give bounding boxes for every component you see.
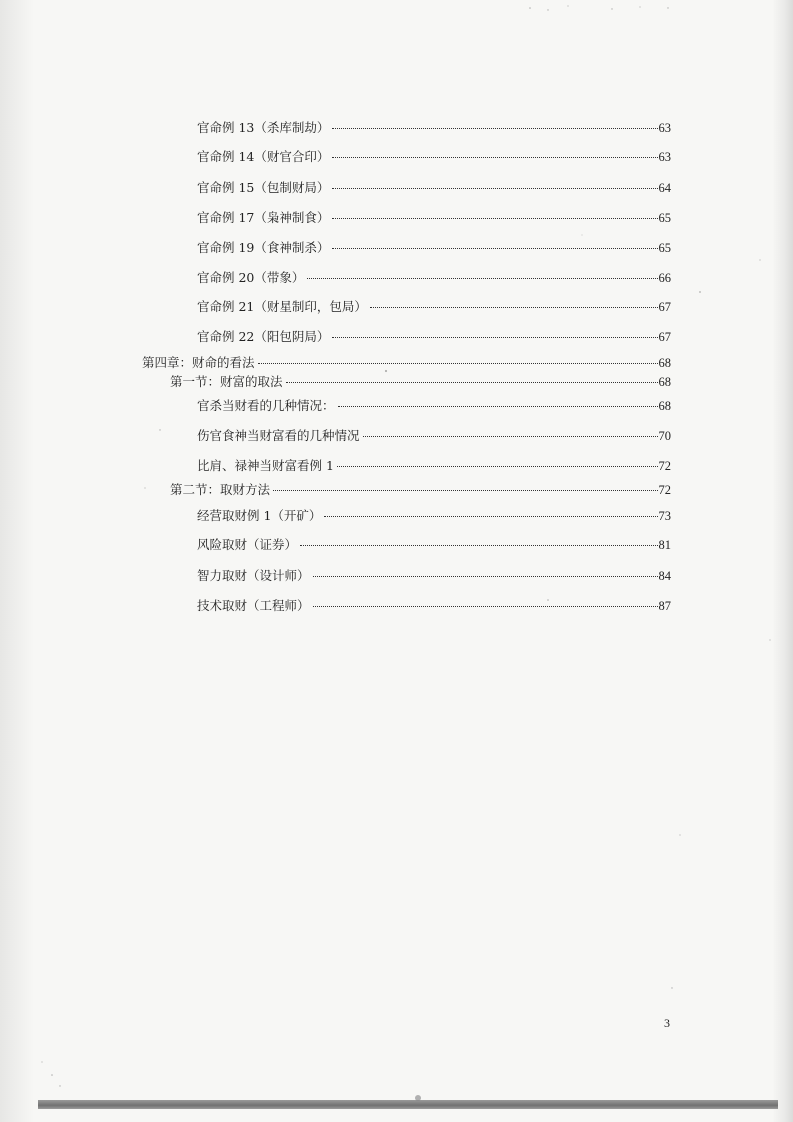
- toc-entry-page: 72: [658, 459, 671, 473]
- toc-entry-page: 63: [658, 121, 671, 135]
- toc-entry-page: 68: [658, 356, 671, 370]
- toc-section[interactable]: [170, 482, 671, 498]
- toc-entry-label: 官杀当财看的几种情况：: [197, 398, 335, 413]
- toc-entry-page: 73: [658, 509, 671, 523]
- toc-section-label: 第二节：取财方法: [170, 482, 271, 497]
- toc-entry[interactable]: [197, 537, 671, 553]
- toc-entry-label: 智力取财（设计师）: [197, 568, 310, 583]
- toc-entry-page: 70: [658, 429, 671, 443]
- toc-entry-label: 官命例 20（带象）: [197, 270, 305, 285]
- toc-entry-page: 67: [658, 300, 671, 314]
- toc-section-label: 第一节：财富的取法: [170, 374, 283, 389]
- toc-entry-page: 68: [658, 375, 671, 389]
- toc-entry[interactable]: [197, 299, 671, 315]
- dot-leader: [332, 218, 657, 219]
- toc-entry-page: 81: [658, 538, 671, 552]
- toc-entry-label: 官命例 15（包制财局）: [197, 180, 330, 195]
- toc-entry-page: 65: [658, 211, 671, 225]
- toc-entry[interactable]: [197, 329, 671, 345]
- toc-entry[interactable]: [197, 568, 671, 584]
- toc-entry-label: 官命例 13（杀库制劫）: [197, 120, 330, 135]
- toc-entry-page: 66: [658, 271, 671, 285]
- toc-entry-label: 伤官食神当财富看的几种情况: [197, 428, 360, 443]
- toc-entry[interactable]: [197, 240, 671, 256]
- dot-leader: [370, 307, 658, 308]
- toc-entry[interactable]: [197, 428, 671, 444]
- dot-leader: [337, 466, 658, 467]
- dot-leader: [273, 490, 657, 491]
- toc-entry[interactable]: [197, 508, 671, 524]
- toc-entry[interactable]: [197, 270, 671, 286]
- toc-entry-page: 63: [658, 150, 671, 164]
- dot-leader: [300, 545, 657, 546]
- dot-leader: [332, 248, 657, 249]
- toc-entry[interactable]: [197, 210, 671, 226]
- toc-entry-page: 84: [658, 569, 671, 583]
- dot-leader: [307, 278, 657, 279]
- toc-entry[interactable]: [197, 180, 671, 196]
- scan-bottom-edge: [38, 1100, 778, 1109]
- dot-leader: [332, 128, 657, 129]
- toc-entry-page: 65: [658, 241, 671, 255]
- toc-entry-page: 64: [658, 181, 671, 195]
- dot-leader: [286, 382, 658, 383]
- dot-leader: [338, 406, 658, 407]
- dot-leader: [258, 363, 658, 364]
- toc-entry-label: 经营取财例 1（开矿）: [197, 508, 322, 523]
- toc-entry-label: 风险取财（证券）: [197, 537, 298, 552]
- toc-entry-label: 技术取财（工程师）: [197, 598, 310, 613]
- toc-entry[interactable]: [197, 458, 671, 474]
- toc-entry[interactable]: [197, 398, 671, 414]
- toc-entry-page: 68: [658, 399, 671, 413]
- toc-entry-label: 官命例 14（财官合印）: [197, 149, 330, 164]
- dot-leader: [324, 516, 657, 517]
- toc-entry[interactable]: [197, 120, 671, 136]
- toc-entry-page: 72: [658, 483, 671, 497]
- dot-leader: [313, 606, 658, 607]
- dot-leader: [363, 436, 658, 437]
- dot-leader: [313, 576, 658, 577]
- toc-chapter[interactable]: [142, 355, 671, 371]
- toc-chapter-label: 第四章：财命的看法: [142, 355, 255, 370]
- toc-entry-label: 官命例 22（阳包阴局）: [197, 329, 330, 344]
- toc-entry-label: 比肩、禄神当财富看例 1: [197, 458, 334, 473]
- toc-entry[interactable]: [197, 149, 671, 165]
- dot-leader: [332, 188, 657, 189]
- toc-entry-page: 87: [658, 599, 671, 613]
- page-number: 3: [664, 1016, 670, 1030]
- toc-entry-label: 官命例 19（食神制杀）: [197, 240, 330, 255]
- dot-leader: [332, 337, 657, 338]
- toc-entry[interactable]: [197, 598, 671, 614]
- toc-entry-label: 官命例 17（枭神制食）: [197, 210, 330, 225]
- toc-entry-page: 67: [658, 330, 671, 344]
- dot-leader: [332, 157, 657, 158]
- toc-entry-label: 官命例 21（财星制印，包局）: [197, 299, 367, 314]
- toc-section[interactable]: [170, 374, 671, 390]
